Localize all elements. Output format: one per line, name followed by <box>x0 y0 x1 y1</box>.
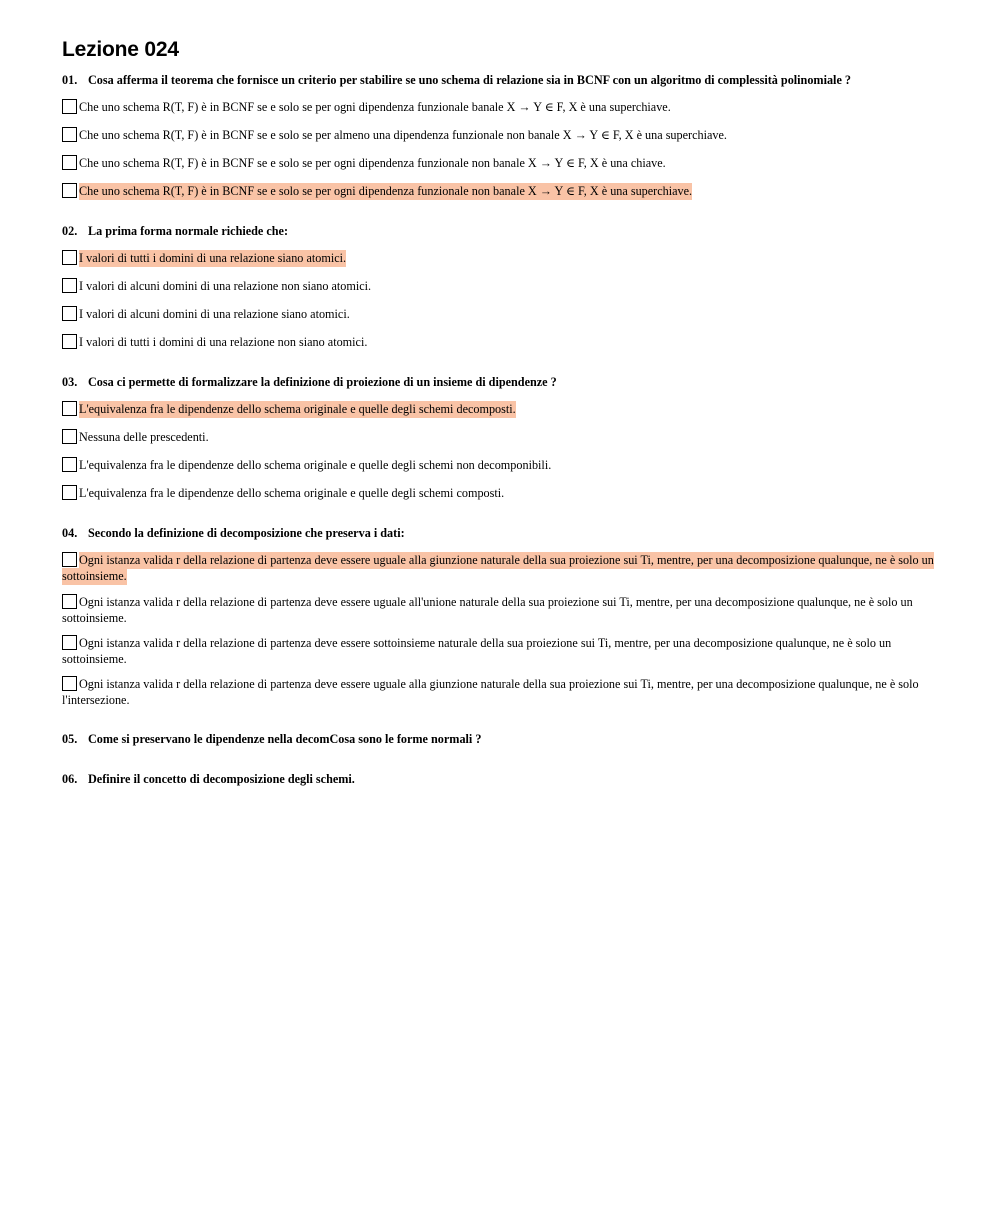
q01-option-3[interactable] <box>62 155 938 171</box>
option-text: Ogni istanza valida r della relazione di partenza deve essere uguale all'unione naturale della sua proiezione sui Ti, mentre, per una decomposizione qualunque, ne è solo un sottoinsieme. <box>62 595 913 625</box>
checkbox[interactable] <box>62 429 77 444</box>
question-02 <box>62 224 942 239</box>
question-text: Secondo la definizione di decomposizione che preserva i dati: <box>88 526 405 540</box>
question-text: Come si preservano le dipendenze nella decomCosa sono le forme normali ? <box>88 732 482 746</box>
q01-option-4[interactable] <box>62 183 938 199</box>
option-text: Nessuna delle prescedenti. <box>79 430 209 444</box>
option-text: Ogni istanza valida r della relazione di partenza deve essere uguale alla giunzione naturale della sua proiezione sui Ti, mentre, per una decomposizione qualunque, ne è solo l'intersezione. <box>62 677 919 707</box>
checkbox[interactable] <box>62 635 77 650</box>
question-number: 04. <box>62 526 78 540</box>
question-05 <box>62 732 942 747</box>
q01-option-2[interactable] <box>62 127 938 143</box>
question-number: 06. <box>62 772 78 786</box>
checkbox[interactable] <box>62 306 77 321</box>
question-06 <box>62 772 942 787</box>
q04-option-1[interactable] <box>62 552 938 584</box>
question-number: 03. <box>62 375 78 389</box>
question-number: 01. <box>62 73 78 87</box>
question-text: Cosa afferma il teorema che fornisce un criterio per stabilire se uno schema di relazione sia in BCNF con un algoritmo di complessità polinomiale ? <box>88 73 851 87</box>
option-text-highlighted: Ogni istanza valida r della relazione di partenza deve essere uguale alla giunzione naturale della sua proiezione sui Ti, mentre, per una decomposizione qualunque, ne è solo un sottoinsieme. <box>62 553 934 583</box>
option-text: I valori di alcuni domini di una relazione non siano atomici. <box>79 279 372 293</box>
q01-option-1[interactable] <box>62 99 938 115</box>
option-text: L'equivalenza fra le dipendenze dello schema originale e quelle degli schemi non decomponibili. <box>79 458 552 472</box>
option-text-highlighted: Che uno schema R(T, F) è in BCNF se e solo se per ogni dipendenza funzionale non banale X → Y ∈ F, X è una superchiave. <box>79 184 693 198</box>
checkbox[interactable] <box>62 99 77 114</box>
q02-option-4[interactable] <box>62 334 938 350</box>
q03-option-2[interactable] <box>62 429 938 445</box>
checkbox[interactable] <box>62 594 77 609</box>
q02-option-3[interactable] <box>62 306 938 322</box>
q02-option-2[interactable] <box>62 278 938 294</box>
question-number: 02. <box>62 224 78 238</box>
question-text: La prima forma normale richiede che: <box>88 224 289 238</box>
option-text-highlighted: I valori di tutti i domini di una relazione siano atomici. <box>79 251 347 265</box>
checkbox[interactable] <box>62 676 77 691</box>
checkbox[interactable] <box>62 485 77 500</box>
q03-option-4[interactable] <box>62 485 938 501</box>
option-text: Che uno schema R(T, F) è in BCNF se e solo se per almeno una dipendenza funzionale non banale X → Y ∈ F, X è una superchiave. <box>79 128 727 142</box>
question-03 <box>62 375 942 390</box>
option-text: Che uno schema R(T, F) è in BCNF se e solo se per ogni dipendenza funzionale non banale X → Y ∈ F, X è una chiave. <box>79 156 666 170</box>
checkbox[interactable] <box>62 457 77 472</box>
checkbox[interactable] <box>62 552 77 567</box>
page-title: Lezione 024 <box>62 38 179 61</box>
q02-option-1[interactable] <box>62 250 938 266</box>
q03-option-3[interactable] <box>62 457 938 473</box>
option-text-highlighted: L'equivalenza fra le dipendenze dello schema originale e quelle degli schemi decomposti. <box>79 402 516 416</box>
checkbox[interactable] <box>62 127 77 142</box>
question-text: Cosa ci permette di formalizzare la definizione di proiezione di un insieme di dipendenze ? <box>88 375 557 389</box>
option-text: Che uno schema R(T, F) è in BCNF se e solo se per ogni dipendenza funzionale banale X → Y ∈ F, X è una superchiave. <box>79 100 671 114</box>
question-number: 05. <box>62 732 78 746</box>
q04-option-4[interactable] <box>62 676 938 708</box>
question-text: Definire il concetto di decomposizione degli schemi. <box>88 772 355 786</box>
checkbox[interactable] <box>62 155 77 170</box>
checkbox[interactable] <box>62 183 77 198</box>
option-text: Ogni istanza valida r della relazione di partenza deve essere sottoinsieme naturale della sua proiezione sui Ti, mentre, per una decomposizione qualunque, ne è solo un sottoinsieme. <box>62 636 892 666</box>
q03-option-1[interactable] <box>62 401 938 417</box>
checkbox[interactable] <box>62 401 77 416</box>
checkbox[interactable] <box>62 250 77 265</box>
option-text: I valori di tutti i domini di una relazione non siano atomici. <box>79 335 368 349</box>
checkbox[interactable] <box>62 278 77 293</box>
question-01 <box>62 73 942 88</box>
checkbox[interactable] <box>62 334 77 349</box>
q04-option-3[interactable] <box>62 635 938 667</box>
option-text: L'equivalenza fra le dipendenze dello schema originale e quelle degli schemi composti. <box>79 486 505 500</box>
question-04 <box>62 526 942 541</box>
q04-option-2[interactable] <box>62 594 938 626</box>
option-text: I valori di alcuni domini di una relazione siano atomici. <box>79 307 350 321</box>
